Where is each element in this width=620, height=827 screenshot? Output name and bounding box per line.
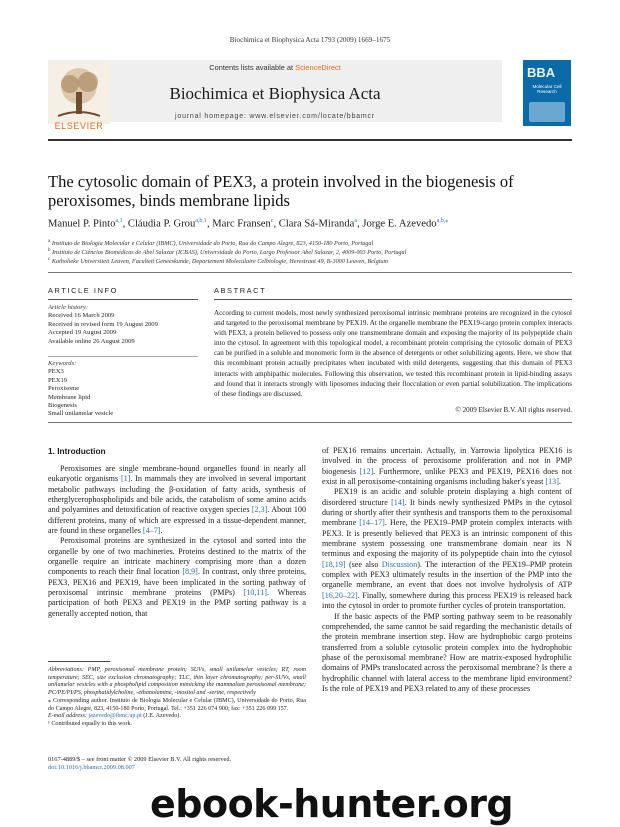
footnote-rule xyxy=(48,661,110,662)
introduction-body xyxy=(48,464,306,619)
article-history: Article history: Received 16 March 2009 Received in revised form 19 August 2009 Accepted 19 August 2009 Available online 26 August 2009 xyxy=(48,304,158,345)
header-rule xyxy=(48,139,572,141)
contents-prefix: Contents lists available at xyxy=(209,63,294,72)
sciencedirect-link[interactable]: ScienceDirect xyxy=(295,63,341,72)
keyword: PEX3 xyxy=(48,368,64,376)
abbreviations-footnote: Abbreviations: PMP, peroxisomal membrane protein; SUVs, small unilamelar vesicles; RT, room temperature; SEC, size exclusion chromatography; TLC, thin layer chromatography; per-SUVs, small unilamelar vesicles with a phospholipid composition mimicking the mammalian peroxisomal membrane; PC/PE/PI/PS, phosphatidylcholine, -ethanolamine, -inositol and -serine, respectively xyxy=(48,667,306,697)
author-affiliation-mark[interactable]: a,b,1 xyxy=(195,218,207,224)
keywords-rule xyxy=(48,356,198,357)
right-paragraph-2: PEX19 is an acidic and soluble protein displaying a high content of disordered structure [14]. It binds newly synthesized PMPs in the cytosol during or shortly after their synthesis and transports them to the peroxisomal membrane [14–17]. Here, the PEX19–PMP protein complex interacts with PEX3. It is presently believed that PEX3 is an intrinsic component of this membrane system possessing one transmembrane domain near its N terminus and exposing the majority of its polypeptide chain into the cytosol [18,19] (see also Discussion). The interaction of the PEX19–PMP protein complex with PEX3 ultimately results in the insertion of the PMP into the organelle membrane, an event that does not involve hydrolysis of ATP [16,20–22]. Finally, somewhere during this process PEX19 is released back into the cytosol in order to promote further cycles of protein transportation. xyxy=(322,487,573,611)
keyword: Small unilamelar vesicle xyxy=(48,410,114,418)
author-affiliation-mark[interactable]: a xyxy=(354,218,358,224)
keyword: Biogenesis xyxy=(48,402,77,410)
issn-line: 0167-4889/$ – see front matter © 2009 Elsevier B.V. All rights reserved. xyxy=(48,756,232,763)
watermark-text: ebook-hunter.org xyxy=(150,782,514,826)
contents-line xyxy=(48,63,502,72)
journal-homepage xyxy=(48,113,502,120)
homepage-url[interactable]: www.elsevier.com/locate/bbamcr xyxy=(249,113,375,120)
keywords-block xyxy=(48,360,196,419)
footnotes xyxy=(48,667,306,729)
keyword: Membrane lipid xyxy=(48,393,91,401)
reference-link[interactable]: [2,3] xyxy=(251,505,268,515)
affiliation-rule xyxy=(48,272,572,273)
article-info-rule xyxy=(48,299,198,300)
right-paragraph-3: If the basic aspects of the PMP sorting pathway seem to be reasonably comprehended, the same cannot be said regarding the mechanistic details of the protein membrane insertion step. How are hydrophobic cargo proteins transferred from a soluble cytosolic protein complex into the hydrophobic phase of the peroxisomal membrane? How are matrix-exposed hydrophilic domains of PMPs translocated across the peroxisomal membrane? Is there a hydrophilic channel with lateral access to the membrane lipid environment? Is the role of PEX19 and PEX3 related to any of these processes xyxy=(322,611,572,693)
abstract-rule xyxy=(214,299,572,300)
abstract-text: According to current models, most newly synthesized peroxisomal intrinsic membrane proteins are recognized in the cytosol and targeted to the peroxisomal membrane by PEX19. At the organelle membrane the PEX19-cargo protein complex interacts with PEX3, a protein believed to possess only one transmembrane domain and exposing the majority of its polypeptide chain into the cytosol. In agreement with this topological model, a recombinant protein comprising the cytosolic domain of PEX3 can be purified in a soluble and monomeric form in the absence of detergents or other solubilizing agents. Here, we show that this recombinant protein actually precipitates when incubated with mild detergents, suggesting that this domain of PEX3 interacts with amphipathic molecules. Following this observation, we tested this recombinant protein in lipid-binding assays and found that it interacts strongly with liposomes inducing their flocculation or even partial solubilization. The implications of these findings are discussed. xyxy=(214,309,572,398)
author-affiliation-mark[interactable]: a,1 xyxy=(115,218,123,224)
reference-link[interactable]: [14–17] xyxy=(359,518,385,528)
elsevier-wordmark: ELSEVIER xyxy=(54,121,104,131)
affiliation-c: $^c$ Katholieke Universiteit Leuven, Faculteit Geneeskunde, Departement Moleculaire Celbiologie, Herestraat 49, B-3000 Leuven, Belgium xyxy=(48,256,388,266)
author-name: Cláudia P. Grou xyxy=(127,218,196,230)
doi-link[interactable]: doi:10.1016/j.bbamcr.2009.08.007 xyxy=(48,764,135,771)
reference-link[interactable]: [18,19] xyxy=(322,559,346,569)
reference-link[interactable]: [16,20–22] xyxy=(322,590,358,600)
keyword: PEX19 xyxy=(48,376,68,384)
abstract-bottom-rule xyxy=(48,422,572,423)
reference-link[interactable]: [13] xyxy=(545,477,559,487)
author-name: Marc Fransen xyxy=(212,218,271,230)
history-label: Article history: xyxy=(48,304,89,311)
introduction-heading: 1. Introduction xyxy=(48,446,106,456)
reference-link[interactable]: [8,9] xyxy=(182,567,198,577)
author-name: Manuel P. Pinto xyxy=(48,218,116,230)
homepage-prefix: journal homepage: xyxy=(175,113,247,120)
reference-link[interactable]: [10,11] xyxy=(243,588,267,598)
introduction-paragraph-2: Peroxisomal proteins are synthesized in the cytosol and sorted into the organelle by one of two machineries. Proteins destined to the matrix of the organelle require an intricate machinery comprising more than a dozen components to reach their final location [8,9]. In contrast, only three proteins, PEX3, PEX16 and PEX19, have been implicated in the sorting pathway of peroxisomal intrinsic membrane proteins (PMPs) [10,11]. Whereas participation of both PEX3 and PEX19 in the PMP sorting pathway is a generally accepted notion, that xyxy=(48,536,306,618)
article-title: The cytosolic domain of PEX3, a protein involved in the biogenesis of peroxisomes, binds membrane lipids xyxy=(48,172,514,210)
cover-subtitle: Molecular Cell Research xyxy=(532,84,562,95)
affiliation-a: $^a$ Instituto de Biologia Molecular e Celular (IBMC), Universidade do Porto, Rua do Campo Alegre, 823, 4150-180 Porto, Portugal xyxy=(48,238,374,248)
author-name: Clara Sá-Miranda xyxy=(278,218,355,230)
cover-title: BBA xyxy=(527,65,556,80)
email-footnote: E-mail address: jazevedo@ibmc.up.pt (J.E. Azevedo). xyxy=(48,713,181,720)
reference-link[interactable]: Discussion xyxy=(381,559,418,569)
reference-link[interactable]: [12] xyxy=(359,466,374,476)
reference-link[interactable]: [14] xyxy=(391,497,405,507)
cover-illustration xyxy=(529,102,565,122)
journal-title: Biochimica et Biophysica Acta xyxy=(169,84,381,103)
email-link[interactable]: jazevedo@ibmc.up.pt xyxy=(88,713,142,720)
affiliation-b: $^b$ Instituto de Ciências Biomédicas de Abel Salazar (ICBAS), Universidade do Porto, Largo Professor Abel Salazar, 2, 4009-003 Porto, Portugal xyxy=(48,247,407,257)
author-affiliation-mark[interactable]: c xyxy=(270,218,274,224)
keywords-label: Keywords: xyxy=(48,360,77,367)
reference-link[interactable]: [4–7] xyxy=(142,526,161,536)
right-column-body xyxy=(322,446,572,694)
journal-cover-image xyxy=(523,60,571,126)
author-affiliation-mark[interactable]: a,b,⁎ xyxy=(436,218,449,224)
keyword: Peroxisome xyxy=(48,385,80,393)
reference-link[interactable]: [1] xyxy=(120,474,131,484)
journal-citation: Biochimica et Biophysica Acta 1793 (2009) 1669–1675 xyxy=(229,36,391,44)
introduction-paragraph-1: Peroxisomes are single membrane-bound organelles found in nearly all eukaryotic organisms [1]. In mammals they are involved in several important metabolic pathways including the β-oxidation of fatty acids, synthesis of etherglycerophospholipids and bile acids, the catabolism of some amino acids and polyamines and detoxification of reactive oxygen species [2,3]. About 100 different proteins, many of which are expressed in a tissue-dependent manner, are found in these organelles [4–7]. xyxy=(48,464,306,536)
author-list: Manuel P. Pinto$^{a,1}$, Cláudia P. Grou$^{a,b,1}$, Marc Fransen$^c$, Clara Sá-Miranda$^a$, Jorge E. Azevedo$^{a,b,⁎}$ xyxy=(48,218,449,230)
elsevier-tree-logo xyxy=(48,62,110,124)
corresponding-author-footnote: ⁎ Corresponding author. Instituto de Biologia Molecular e Celular (IBMC), Universidade do Porto, Rua do Campo Alegre, 823, 4150-180 Porto, Portugal. Tel.: +351 226 074 900; fax: +351 226 099 157. xyxy=(48,697,306,712)
abstract-heading: ABSTRACT xyxy=(214,286,267,295)
equal-contribution-footnote: ¹ Contributed equally to this work. xyxy=(48,720,133,727)
issn-doi-block xyxy=(48,756,231,772)
article-info-heading: ARTICLE INFO xyxy=(48,286,118,295)
right-paragraph-1: of PEX16 remains uncertain. Actually, in Yarrowia lipolytica PEX16 is involved in the process of peroxisome proliferation and not in PMP biogenesis [12]. Furthermore, unlike PEX3 and PEX19, PEX16 does not exist in all peroxisome-containing organisms including baker's yeast [13]. xyxy=(322,446,572,487)
author-name: Jorge E. Azevedo xyxy=(362,218,437,230)
copyright-line: © 2009 Elsevier B.V. All rights reserved. xyxy=(455,406,572,414)
